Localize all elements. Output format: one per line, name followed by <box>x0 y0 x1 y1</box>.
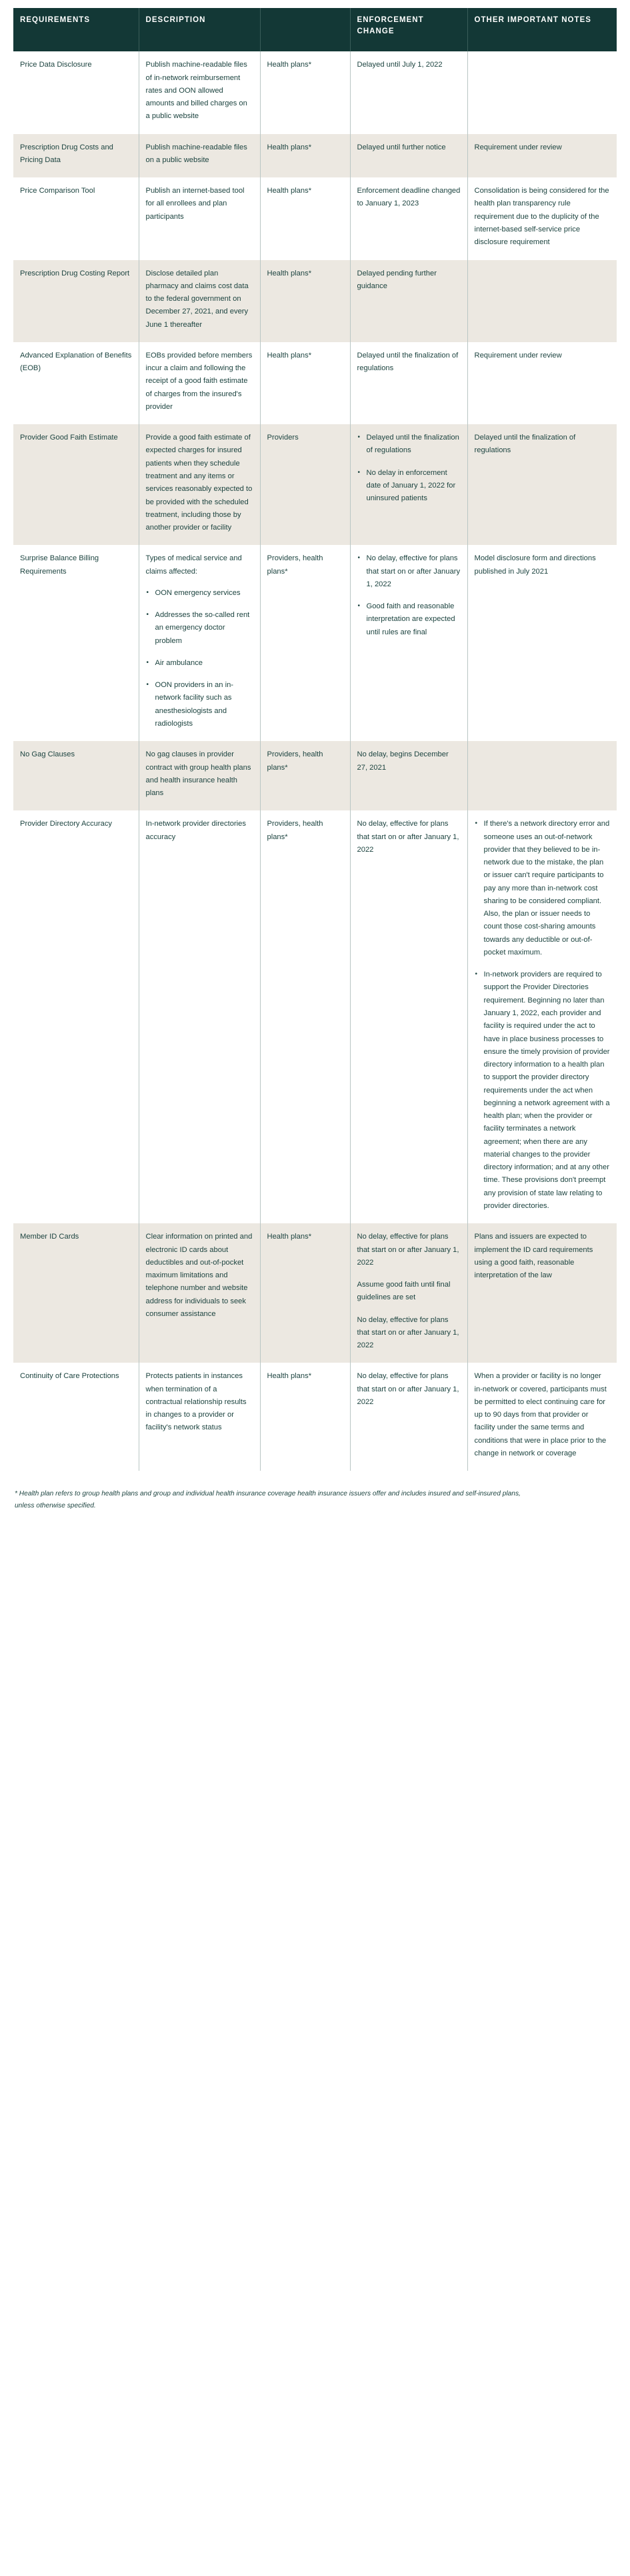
column-header-other-important-notes: OTHER IMPORTANT NOTES <box>467 8 617 51</box>
cell-paragraph: Providers, health plans* <box>267 554 323 576</box>
cell-paragraph: Advanced Explanation of Benefits (EOB) <box>20 351 132 373</box>
cell-bullet-item: • OON providers in an in-network facility such as anesthesiologists and radiologists <box>146 679 253 730</box>
cell-description <box>139 134 260 178</box>
cell-other-notes <box>467 545 617 741</box>
cell-paragraph: Clear information on printed and electronic ID cards about deductibles and out-of-pocket maximum limitations and telephone number and website address for individuals to seek consumer assistance <box>145 1233 253 1318</box>
cell-description <box>139 177 260 259</box>
cell-paragraph: Enforcement deadline changed to January 1, 2023 <box>357 187 461 208</box>
cell-paragraph: Provider Directory Accuracy <box>20 820 113 828</box>
cell-bullet-item: • No delay, effective for plans that start on or after January 1, 2022 <box>357 552 461 591</box>
cell-requirement <box>13 134 139 178</box>
column-header-description: DESCRIPTION <box>139 8 260 51</box>
cell-paragraph: In-network provider directories accuracy <box>145 820 246 841</box>
table-row <box>13 51 617 133</box>
table-header-row <box>13 8 617 51</box>
cell-paragraph: Provide a good faith estimate of expected charges for insured patients when they schedule treatment and any items or services reasonably expected to be provided with the scheduled treatment, including those by another provider or facility <box>145 434 253 532</box>
cell-bullet-item: • Delayed until the finalization of regulations <box>357 432 461 458</box>
cell-paragraph: Health plans* <box>267 1372 312 1381</box>
table-header <box>13 8 617 51</box>
cell-bullet-list <box>146 587 253 730</box>
table-row <box>13 424 617 545</box>
cell-paragraph: Protects patients in instances when termination of a contractual relationship results in changes to a provider or facility's network status <box>145 1372 247 1432</box>
cell-other-notes <box>467 342 617 424</box>
cell-paragraph: Delayed until the finalization of regulations <box>357 351 459 373</box>
cell-paragraph: Health plans* <box>267 143 312 151</box>
cell-bullet-item: • Good faith and reasonable interpretation are expected until rules are final <box>357 600 461 639</box>
cell-enforcement-change <box>350 545 467 741</box>
cell-other-notes <box>467 134 617 178</box>
cell-paragraph: Delayed pending further guidance <box>357 269 437 290</box>
table-row <box>13 810 617 1223</box>
cell-applies-to <box>260 741 350 810</box>
column-header-requirements: REQUIREMENTS <box>13 8 139 51</box>
table-row <box>13 342 617 424</box>
table-row <box>13 545 617 741</box>
cell-bullet-list <box>357 432 461 505</box>
cell-paragraph: When a provider or facility is no longer in-network or covered, participants must be permitted to elect continuing care for up to 90 days from that provider or facility under the same terms and conditions that were in place prior to the change in network or coverage <box>474 1372 607 1457</box>
cell-paragraph: Health plans* <box>267 187 312 195</box>
cell-lead-text: Types of medical service and claims affected: <box>145 554 242 576</box>
cell-bullet-list <box>475 818 611 1213</box>
table-row <box>13 1223 617 1363</box>
cell-applies-to <box>260 1223 350 1363</box>
cell-paragraph: No delay, effective for plans that start on or after January 1, 2022 <box>357 1315 459 1350</box>
cell-enforcement-change <box>350 741 467 810</box>
cell-paragraph: Delayed until July 1, 2022 <box>357 61 443 69</box>
cell-description <box>139 260 260 342</box>
cell-enforcement-change <box>350 1223 467 1363</box>
cell-paragraph: EOBs provided before members incur a claim and following the receipt of a good faith estimate of charges from the insured's provider <box>145 351 253 411</box>
cell-requirement <box>13 51 139 133</box>
cell-requirement <box>13 1223 139 1363</box>
cell-paragraph: Delayed until further notice <box>357 143 446 151</box>
requirements-table <box>13 8 617 1471</box>
cell-paragraph: Consolidation is being considered for the health plan transparency rule requirement due to the duplicity of the internet-based self-service price disclosure requirement <box>474 187 609 247</box>
cell-enforcement-change <box>350 260 467 342</box>
cell-paragraph: Publish an internet-based tool for all enrollees and plan participants <box>145 187 245 221</box>
cell-paragraph: Health plans* <box>267 269 312 277</box>
cell-paragraph: No delay, effective for plans that start on or after January 1, 2022 <box>357 820 459 854</box>
cell-enforcement-change <box>350 342 467 424</box>
cell-enforcement-change <box>350 134 467 178</box>
cell-requirement <box>13 342 139 424</box>
cell-paragraph: Price Comparison Tool <box>20 187 95 195</box>
cell-paragraph: Provider Good Faith Estimate <box>20 434 118 442</box>
cell-paragraph: Price Data Disclosure <box>20 61 92 69</box>
cell-description <box>139 342 260 424</box>
cell-other-notes <box>467 810 617 1223</box>
cell-description <box>139 810 260 1223</box>
cell-requirement <box>13 545 139 741</box>
table-row <box>13 1363 617 1471</box>
cell-description <box>139 51 260 133</box>
cell-applies-to <box>260 424 350 545</box>
table-row <box>13 260 617 342</box>
cell-paragraph: Providers, health plans* <box>267 750 323 772</box>
cell-bullet-item: • No delay in enforcement date of January 1, 2022 for uninsured patients <box>357 467 461 506</box>
cell-other-notes <box>467 51 617 133</box>
cell-paragraph: Publish machine-readable files on a public website <box>145 143 247 164</box>
cell-paragraph: Assume good faith until final guidelines are set <box>357 1281 451 1302</box>
cell-bullet-item: • OON emergency services <box>146 587 253 600</box>
cell-other-notes <box>467 177 617 259</box>
cell-applies-to <box>260 260 350 342</box>
cell-paragraph: Delayed until the finalization of regulations <box>474 434 576 455</box>
table-footnote: * Health plan refers to group health plans and group and individual health insurance coverage health insurance issuers offer and includes insured and self-insured plans, unless otherwise specified. <box>15 1490 521 1510</box>
cell-paragraph: No delay, effective for plans that start on or after January 1, 2022 <box>357 1233 459 1267</box>
cell-applies-to <box>260 545 350 741</box>
table-row <box>13 177 617 259</box>
cell-paragraph: Prescription Drug Costing Report <box>20 269 130 277</box>
cell-bullet-item: • Addresses the so-called rent an emergency doctor problem <box>146 609 253 648</box>
cell-requirement <box>13 177 139 259</box>
cell-description <box>139 424 260 545</box>
cell-paragraph: Disclose detailed plan pharmacy and claims cost data to the federal government on December 27, 2021, and every June 1 thereafter <box>145 269 249 329</box>
cell-other-notes <box>467 741 617 810</box>
column-header-applies-to <box>260 8 350 51</box>
cell-description <box>139 545 260 741</box>
cell-bullet-list <box>357 552 461 639</box>
cell-paragraph: Publish machine-readable files of in-network reimbursement rates and OON allowed amounts and billed charges on a public website <box>145 61 247 121</box>
cell-bullet-item: • In-network providers are required to support the Provider Directories requirement. Beginning no later than January 1, 2022, each provider and facility is required under the act to have in place business processes to ensure the timely provision of provider directory information to a health plan to support the provider directory requirements under the act when beginning a network agreement with a health plan; when the provider or facility terminates a network agreement; when there are any material changes to the provider directory information; and at any other time. These provisions don't preempt any provision of state law relating to provider directories. <box>475 969 611 1213</box>
cell-description <box>139 1363 260 1471</box>
column-header-enforcement-change: ENFORCEMENT CHANGE <box>350 8 467 51</box>
cell-paragraph: Health plans* <box>267 351 312 360</box>
cell-other-notes <box>467 260 617 342</box>
cell-enforcement-change <box>350 51 467 133</box>
cell-paragraph: Providers <box>267 434 299 442</box>
cell-enforcement-change <box>350 810 467 1223</box>
cell-paragraph: Model disclosure form and directions published in July 2021 <box>474 554 596 576</box>
cell-paragraph: Prescription Drug Costs and Pricing Data <box>20 143 113 164</box>
cell-bullet-item: • If there's a network directory error and someone uses an out-of-network provider that they believed to be in-network due to the mistake, the plan or issuer can't require participants to pay any more than in-network cost sharing to be considered compliant. Also, the plan or issuer needs to count those cost-sharing amounts towards any deductible or out-of-pocket maximum. <box>475 818 611 959</box>
cell-other-notes <box>467 1223 617 1363</box>
cell-applies-to <box>260 810 350 1223</box>
cell-other-notes <box>467 1363 617 1471</box>
cell-requirement <box>13 1363 139 1471</box>
cell-paragraph: Continuity of Care Protections <box>20 1372 119 1381</box>
cell-description <box>139 741 260 810</box>
cell-bullet-item: • Air ambulance <box>146 657 253 670</box>
cell-enforcement-change <box>350 177 467 259</box>
cell-paragraph: Providers, health plans* <box>267 820 323 841</box>
cell-paragraph: No delay, effective for plans that start on or after January 1, 2022 <box>357 1372 459 1406</box>
cell-enforcement-change <box>350 1363 467 1471</box>
cell-requirement <box>13 260 139 342</box>
cell-applies-to <box>260 177 350 259</box>
cell-paragraph: Health plans* <box>267 61 312 69</box>
cell-paragraph: No gag clauses in provider contract with group health plans and health insurance health plans <box>145 750 251 798</box>
table-row <box>13 741 617 810</box>
table-body <box>13 51 617 1471</box>
cell-applies-to <box>260 51 350 133</box>
cell-paragraph: No Gag Clauses <box>20 750 75 759</box>
cell-requirement <box>13 810 139 1223</box>
cell-requirement <box>13 424 139 545</box>
cell-enforcement-change <box>350 424 467 545</box>
cell-paragraph: Health plans* <box>267 1233 312 1241</box>
cell-applies-to <box>260 342 350 424</box>
cell-applies-to <box>260 134 350 178</box>
cell-paragraph: Requirement under review <box>474 143 562 151</box>
transparency-requirements-sheet <box>0 8 630 2576</box>
cell-applies-to <box>260 1363 350 1471</box>
cell-paragraph: Member ID Cards <box>20 1233 79 1241</box>
cell-paragraph: Surprise Balance Billing Requirements <box>20 554 99 576</box>
table-row <box>13 134 617 178</box>
cell-paragraph: No delay, begins December 27, 2021 <box>357 750 449 772</box>
cell-description <box>139 1223 260 1363</box>
cell-other-notes <box>467 424 617 545</box>
cell-requirement <box>13 741 139 810</box>
cell-paragraph: Requirement under review <box>474 351 562 360</box>
cell-paragraph: Plans and issuers are expected to implement the ID card requirements using a good faith, reasonable interpretation of the law <box>474 1233 593 1280</box>
